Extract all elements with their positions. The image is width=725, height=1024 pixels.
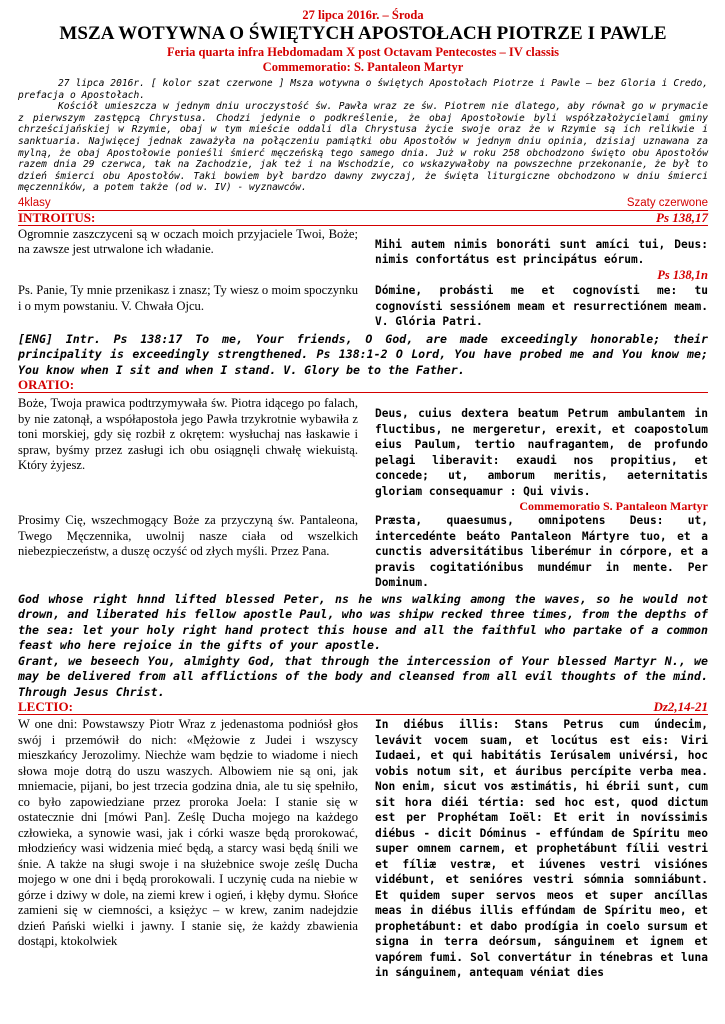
commemoratio-heading: Commemoratio S. Pantaleon Martyr bbox=[519, 499, 708, 514]
page-title: MSZA WOTYWNA O ŚWIĘTYCH APOSTOŁACH PIOTRZE I PAWLE bbox=[59, 23, 667, 44]
introitus-latin-1-text: Mihi autem nimis bonoráti sunt amíci tui, Deus: nimis confortátus est principátus eórum. bbox=[375, 237, 708, 267]
introitus-polish-2: Ps. Panie, Ty mnie przenikasz i znasz; Ty wiesz o moim spoczynku i o mym powstaniu. V. Chwała Ojcu. bbox=[18, 283, 358, 313]
oratio-row-2 bbox=[18, 509, 708, 591]
class-label: 4klasy bbox=[18, 196, 51, 209]
lectio-latin: In diébus illis: Stans Petrus cum úndecim, levávit vocem suam, et locútus est eis: Viri Iudaei, et qui habitátis Ierúsalem univérsi, hoc vobis notum sit, et áuribus percípite verba mea. Non enim, sicut vos æstimátis, hi ébrii sunt, cum sit hora diéi tértia: sed hoc est, quod dictum est per Prophétam Ioël: Et erit in novíssimis diébus - dicit Dóminus - effúndam de Spíritu meo super omnem carnem, et prophetábunt fílii vestri et fíliæ vestræ, et iúvenes vestri visiónes vidébunt, et senióres vestri sómnia somniábunt. Et quidem super servos meos et super ancíllas meas in diébus illis effúndam de Spíritu meo, et prophetábunt: et dabo prodígia in coelo sursum et signa in terra deórsum, sánguinem et ignem et vapórem fumi. Sol convertátur in ténebras et luna in sánguinem, antequam véniat dies bbox=[375, 718, 708, 980]
lectio-label: LECTIO: bbox=[18, 699, 73, 715]
intro-text bbox=[18, 78, 708, 194]
commemoratio-line: Commemoratio: S. Pantaleon Martyr bbox=[262, 60, 464, 74]
date-line: 27 lipca 2016r. – Środa bbox=[302, 8, 424, 22]
oratio-latin-1 bbox=[375, 396, 708, 513]
lectio-polish: W one dni: Powstawszy Piotr Wraz z jedenastoma podniósł głos swój i przemówił do nich: «Mężowie z Judei i wszyscy mieszkańcy Jerozolimy. Niechże wam będzie to wiadome i niech słowa moje dotrą do uszu waszych. Albowiem nie są oni, jak mniemacie, pijani, bo jest trzecia godzina dnia, ale tu się spełniło, co było zapowiedziane przez proroka Joela: I stanie się w ostatecznie dni [mówi Pan]. Ześlę Ducha mojego na każdego człowieka, a synowie wasi, jak i córki wasze będą prorokować, młodzieńcy wasi widzenia mieć będą, a starcy wasi będą śnili we śnie. A także na sługi swoje i na służebnice swoje ześlę Ducha mojego w one dni i będą prorokowali. I uczynię cuda na niebie w górze i dziwy w dole, na ziemi krew i ogień, i kłęby dymu. Słońce zamieni się w ciemności, a księżyc – w krew, zanim nadejdzie dzień Pański wielki i jawny. I stanie się, że każdy zbawienia dostąpi, ktokolwiek bbox=[18, 717, 358, 949]
oratio-english-1: God whose right hnnd lifted blessed Peter, ns he wns walking among the waves, so he would not drown, and liberated his fellow apostle Paul, who was shipw recked three times, from the depths of the sea: let your holy right hand protect this house and all the faithful who partake of a common feast who here rejoice in the gifts of your apostle. bbox=[18, 591, 708, 653]
oratio-latin-1-text: Deus, cuius dextera beatum Petrum ambulantem in fluctibus, ne mergeretur, erexit, et coapostolum eius Paulum, tertio naufragantem, de profundo pelagi liberavit: exaudi nos propitius, et concede; ut, amborum meritis, aeternitatis gloriam consequamur : Qui vivis. bbox=[375, 407, 708, 498]
missal-page bbox=[18, 6, 708, 981]
oratio-latin-2: Præsta, quaesumus, omnipotens Deus: ut, intercedénte beáto Pantaleon Mártyre tuo, et a cunctis adversitátibus liberémur in córpore, et a pravis cogitatiónibus mundémur in mente. Per Dominum. bbox=[375, 514, 708, 590]
oratio-header bbox=[18, 378, 708, 393]
lectio-header bbox=[18, 700, 708, 715]
introitus-header bbox=[18, 211, 708, 226]
oratio-polish-1: Boże, Twoja prawica podtrzymywała św. Piotra idącego po falach, by nie zatonął, a współapostoła jego Pawła trzykrotnie wybawiła z toni morskiej, gdy się rozbił z okrętem: wysłuchaj nas łaskawie i spraw, byśmy przez zasługi ich obu osiągnęli chwałę wiekuistą. Który żyjesz. bbox=[18, 396, 358, 473]
intro-paragraph-1: 27 lipca 2016r. [ kolor szat czerwone ] Msza wotywna o świętych Apostołach Piotrze i Pawle – bez Gloria i Credo, prefacja o Apostołach. bbox=[18, 78, 708, 101]
introitus-latin-2: Dómine, probásti me et cognovísti me: tu cognovísti sessiónem meam et resurrectiónem meam. V. Glória Patri. bbox=[375, 284, 708, 329]
intro-paragraph-2: Kościół umieszcza w jednym dniu uroczystość św. Pawła wraz ze św. Piotrem nie dlatego, aby równał go w prymacie z pierwszym zastępcą Chrystusa. Chodzi jedynie o podkreślenie, że obaj Apostołowie byli współzałożycielami gminy chrześcijańskiej w Rzymie, obaj w tym mieście oddali dla Chrystusa życie swoje oraz że w Rzymie są ich relikwie i sanktuaria. Najwięcej jednak zaważyła na połączeniu pamiątki obu Apostołów w jednym dniu opinia, dzisiaj uznawana za mylną, że obaj Apostołowie ponieśli śmierć męczeńską tego samego dnia. Już w roku 258 obchodzono święto obu Apostołów razem dnia 29 czerwca, tak na Zachodzie, jak też i na Wschodzie, co wskazywałoby na powszechne przekonanie, że był to dzień śmierci obu Apostołów. Taki bowiem był bardzo dawny zwyczaj, że święta liturgiczne obchodzono w dniu śmierci męczenników, a potem także (od w. IV) - wyznawców. bbox=[18, 101, 708, 194]
introitus-row-2 bbox=[18, 269, 708, 330]
lectio-row bbox=[18, 717, 708, 981]
oratio-row-1 bbox=[18, 396, 708, 513]
vestment-color-label: Szaty czerwone bbox=[626, 196, 708, 209]
oratio-label: ORATIO: bbox=[18, 377, 75, 393]
introitus-polish-1: Ogromnie zaszczyceni są w oczach moich przyjaciele Twoi, Boże; na zawsze jest utrwalone ich władanie. bbox=[18, 226, 358, 257]
introitus-label: INTROITUS: bbox=[18, 209, 96, 225]
introitus-english: [ENG] Intr. Ps 138:17 To me, Your friends, O God, are made exceedingly honorable; their principality is exceedingly strengthened. Ps 138:1-2 O Lord, You have probed me and You know me; You know when I sit and when I stand. V. Glory be to the Father. bbox=[18, 331, 708, 377]
introitus-ref: Ps 138,17 bbox=[656, 209, 708, 225]
introitus-ref-2: Ps 138,1n bbox=[657, 267, 708, 282]
oratio-english-2: Grant, we beseech You, almighty God, that through the intercession of Your blessed Martyr N., we may be delivered from all afflictions of the body and cleansed from all evil thoughts of the mind. Through Jesus Christ. bbox=[18, 653, 708, 699]
lectio-ref: Dz2,14-21 bbox=[653, 699, 708, 715]
oratio-polish-2: Prosimy Cię, wszechmogący Boże za przyczyną św. Pantaleona, Twego Męczennika, uwolnij nasze ciała od wszelkich niebezpieczeństw, a duszę oczyść od złych myśli. Przez Pana. bbox=[18, 513, 358, 559]
feria-line: Feria quarta infra Hebdomadam X post Octavam Pentecostes – IV classis bbox=[166, 45, 560, 59]
class-vestment-bar bbox=[18, 197, 708, 211]
